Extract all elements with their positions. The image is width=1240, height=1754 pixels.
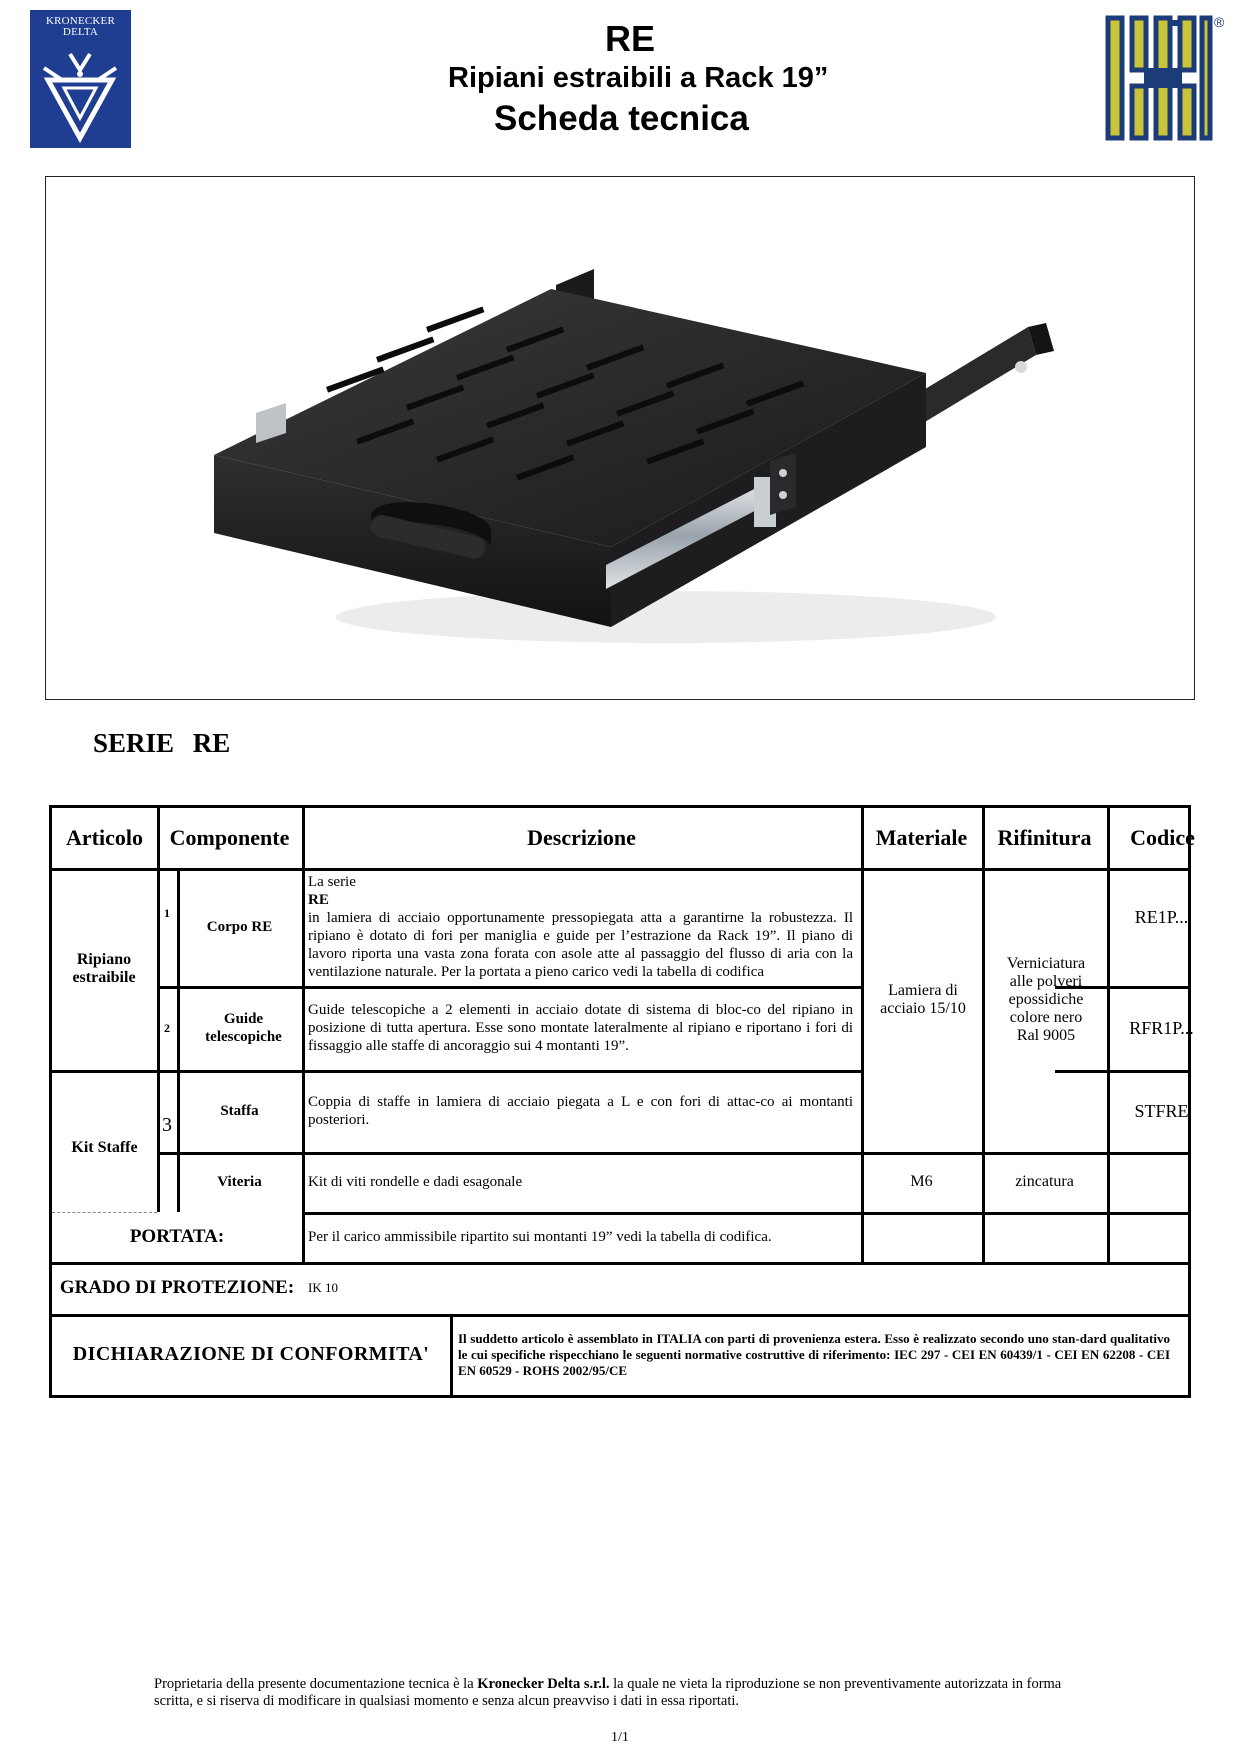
group-kit-staffe: Kit Staffe [71,1139,138,1156]
description-staffa: Coppia di staffe in lamiera di acciaio piegata a L e con fori di attac-co ai montanti posteriori. [308,1094,853,1128]
protezione-label: GRADO DI PROTEZIONE: [59,1277,295,1298]
header-descrizione: Descrizione [527,825,636,850]
header-articolo: Articolo [66,825,143,850]
finish-viteria: zincatura [1015,1173,1074,1190]
bar-pattern-logo-icon [1104,12,1224,146]
component-guide-telescopiche: Guide telescopiche [205,1011,282,1045]
finish-shared: Verniciatura alle polveri epossidiche colore nero Ral 9005 [1006,955,1086,1044]
header-componente: Componente [169,825,290,850]
protezione-text: IK 10 [308,1280,338,1295]
pull-out-shelf-illustration [46,177,1194,699]
conformita-label: DICHIARAZIONE DI CONFORMITA' [72,1343,430,1365]
row-number-1: 1 [164,905,170,920]
delta-symbol-icon [40,46,121,144]
code-re1p: RE1P... [1134,906,1189,927]
portata-text: Per il carico ammissibile ripartito sui montanti 19” vedi la tabella di codifica. [308,1229,772,1245]
code-rfr1p: RFR1P... [1129,1017,1194,1038]
row-number-2: 2 [164,1020,170,1035]
brand-logo-right [1104,12,1224,146]
code-viteria [1107,1152,1188,1212]
component-corpo-re: Corpo RE [206,919,273,935]
group-ripiano-estraibile: Ripiano estraibile [72,951,136,986]
description-viteria: Kit di viti rondelle e dadi esagonale [308,1174,523,1190]
series-label: SERIE RE [93,728,231,758]
page-number: 1/1 [611,1730,629,1745]
registered-mark: ® [1214,14,1225,30]
header-materiale: Materiale [875,825,968,850]
description-guide-telescopiche: Guide telescopiche a 2 elementi in acciaio dotate di sistema di bloc-co del ripiano in posizione di tutta apertura. Esse sono montate lateralmente al ripiano e riportano i fori di fissaggio alle staffe di ancoraggio sui 4 montanti 19”. [308,1002,853,1054]
description-corpo-re: La serie RE in lamiera di acciaio opportunamente pressopiegata atta a garantirne la robustezza. Il ripiano è dotato di fori per maniglia e guide per l’estrazione da Rack 19”. Il piano di lavoro riporta una vasta zona forata con asole atte al passaggio del flusso di aria con la ventilazione naturale. Per la portata a pieno carico vedi la tabella di codifica [308,874,853,980]
spec-table [49,805,1195,1398]
logo-brand-text: KRONECKER DELTA [45,15,116,38]
portata-label: PORTATA: [129,1226,225,1247]
document-title: RE [604,18,655,59]
document-subtitle: Ripiani estraibili a Rack 19” [448,62,829,94]
component-staffa: Staffa [220,1103,259,1119]
product-photo-frame [45,176,1195,700]
document-type: Scheda tecnica [494,99,749,138]
header-rifinitura: Rifinitura [997,825,1092,850]
component-viteria: Viteria [217,1174,262,1190]
material-viteria: M6 [910,1173,933,1190]
code-stfre: STFRE [1134,1100,1189,1121]
row-number-3: 3 [162,1114,172,1136]
conformita-text: Il suddetto articolo è assemblato in ITALIA con parti di provenienza estera. Esso è realizzato secondo uno stan-dard qualitativo le cui specifiche rispecchiano le seguenti normative costruttive di riferimento: IEC 297 - CEI EN 60439/1 - CEI EN 62208 - CEI EN 60529 - ROHS 2002/95/CE [458,1330,1170,1378]
header-codice: Codice [1130,825,1195,850]
material-shared: Lamiera di acciaio 15/10 [880,982,966,1017]
footer-copyright-note: Proprietaria della presente documentazione tecnica è la Kronecker Delta s.r.l. la quale ne vieta la riproduzione se non preventivamente autorizzata in forma scritta, e si riserva di modificare in qualsiasi momento e senza alcun preavviso i dati in essa riportati. [154,1676,1062,1709]
